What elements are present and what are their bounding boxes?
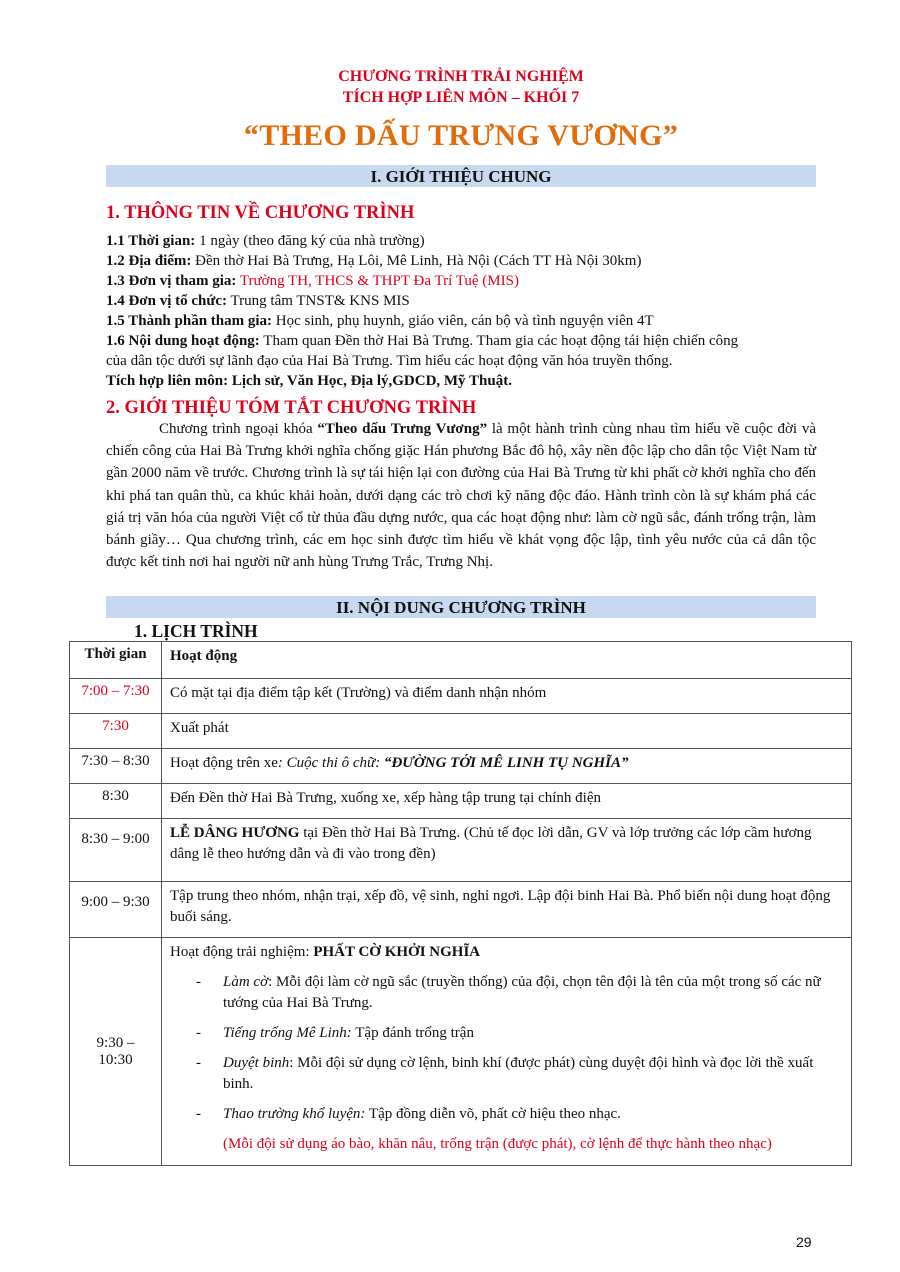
table-row <box>70 749 852 784</box>
info-value: 1 ngày (theo đăng ký của nhà trường) <box>195 233 425 249</box>
table-header-row <box>70 642 852 679</box>
dash-icon: - <box>196 1025 201 1041</box>
bullet-item <box>170 1053 843 1095</box>
bullet-title: Thao trường khổ luyện: <box>223 1106 366 1122</box>
section-band-intro: I. GIỚI THIỆU CHUNG <box>106 165 816 187</box>
bullet-text: : Mỗi đội sử dụng cờ lệnh, binh khí (được phát) cùng duyệt đội hình và đọc lời thề xuất binh. <box>223 1055 814 1092</box>
dash-icon: - <box>196 974 201 990</box>
info-value: Học sinh, phụ huynh, giáo viên, cán bộ và tình nguyện viên 4T <box>272 313 654 329</box>
row-time <box>70 938 162 1166</box>
row-activity: Có mặt tại địa điểm tập kết (Trường) và điểm danh nhận nhóm <box>162 679 852 714</box>
program-info-list <box>106 231 816 391</box>
time-start: 9:30 – <box>96 1034 135 1051</box>
section-heading-summary: 2. GIỚI THIỆU TÓM TẮT CHƯƠNG TRÌNH <box>106 398 477 418</box>
row-time: 8:30 <box>70 784 162 819</box>
summary-paragraph <box>106 418 816 573</box>
row-time: 9:00 – 9:30 <box>70 882 162 938</box>
header-time: Thời gian <box>70 642 162 679</box>
info-value: Trường TH, THCS & THPT Đa Trí Tuệ (MIS) <box>236 273 519 289</box>
dash-icon: - <box>196 1106 201 1122</box>
activity-bold: LỄ DÂNG HƯƠNG <box>170 825 300 841</box>
info-label: 1.5 Thành phần tham gia: <box>106 313 273 329</box>
bullet-item <box>170 972 843 1014</box>
time-end: 10:30 <box>98 1051 133 1068</box>
section-band-content: II. NỘI DUNG CHƯƠNG TRÌNH <box>106 596 816 618</box>
info-value: Đền thờ Hai Bà Trưng, Hạ Lôi, Mê Linh, Hà Nội (Cách TT Hà Nội 30km) <box>191 253 642 269</box>
table-row <box>70 679 852 714</box>
info-item-content <box>106 331 816 351</box>
info-value: Trung tâm TNST& KNS MIS <box>227 293 410 309</box>
info-value: Tham quan Đền thờ Hai Bà Trưng. Tham gia các hoạt động tái hiện chiến công <box>259 333 739 349</box>
activity-bullets <box>170 972 843 1125</box>
summary-text: là một hành trình cùng nhau tìm hiểu về cuộc đời và chiến công của Hai Bà Trưng khởi nghĩa chống giặc Hán phương Bắc đô hộ, xây nền độc lập cho dân tộc Việt Nam từ gần 2000 năm về trước. Chương trình là sự tái hiện lại con đường của Hai Bà Trưng từ khi phất cờ khởi nghĩa cho đến khi phá tan quân thù, ca khúc khải hoàn, dưới dạng các trò chơi kỹ năng độc đáo. Hành trình còn là sự khám phá các giá trị văn hóa của người Việt cổ từ thủa đầu dựng nước, qua các hoạt động như: làm cờ ngũ sắc, đánh trống trận, làm bánh giầy… Qua chương trình, các em học sinh được tìm hiểu về khát vọng độc lập, tình yêu nước của cả dân tộc được kết tinh nơi hai người nữ anh hùng Trưng Trắc, Trưng Nhị. <box>106 421 816 571</box>
activity-text: Hoạt động trải nghiệm: <box>170 944 314 960</box>
bullet-title: Duyệt binh <box>223 1055 290 1071</box>
bullet-text: Tập đồng diễn võ, phất cờ hiệu theo nhạc. <box>365 1106 621 1122</box>
summary-program-name: “Theo dấu Trưng Vương” <box>317 421 488 437</box>
bullet-title: Làm cờ <box>223 974 269 990</box>
header-line-2: TÍCH HỢP LIÊN MÔN – KHỐI 7 <box>342 89 580 106</box>
info-label: 1.4 Đơn vị tổ chức: <box>106 293 228 309</box>
activity-intro <box>170 942 843 963</box>
bullet-text: : Mỗi đội làm cờ ngũ sắc (truyền thống) của đội, chọn tên đội là tên của một trong số các nữ tướng của Hai Bà Trưng. <box>223 974 821 1011</box>
table-row <box>70 938 852 1166</box>
row-time: 8:30 – 9:00 <box>70 819 162 882</box>
summary-text: Chương trình ngoại khóa <box>159 421 318 437</box>
table-row <box>70 784 852 819</box>
table-row <box>70 714 852 749</box>
info-item-content-cont: của dân tộc dưới sự lãnh đạo của Hai Bà Trưng. Tìm hiểu các hoạt động văn hóa truyền thống. <box>106 353 673 369</box>
info-item-location <box>106 251 816 271</box>
bullet-item <box>170 1023 843 1044</box>
bullet-item <box>170 1104 843 1125</box>
row-activity: Đến Đền thờ Hai Bà Trưng, xuống xe, xếp hàng tập trung tại chính điện <box>162 784 852 819</box>
info-item-organizer <box>106 291 816 311</box>
activity-note: (Mỗi đội sử dụng áo bào, khăn nâu, trống trận (được phát), cờ lệnh để thực hành theo nhạc) <box>223 1136 772 1152</box>
table-row <box>70 819 852 882</box>
section-heading-info: 1. THÔNG TIN VỀ CHƯƠNG TRÌNH <box>106 203 415 223</box>
table-row <box>70 882 852 938</box>
activity-text: tại Đền thờ Hai Bà Trưng. (Chủ tế đọc lời dẫn, GV và lớp trưởng các lớp cầm hương dâng lễ theo hướng dẫn và đi vào trong đền) <box>170 825 812 862</box>
activity-italic: : Cuộc thi ô chữ: <box>277 755 384 771</box>
info-label: 1.1 Thời gian: <box>106 233 196 249</box>
schedule-table <box>69 641 852 1166</box>
activity-bold: PHẤT CỜ KHỞI NGHĨA <box>313 944 481 960</box>
row-activity: Xuất phát <box>162 714 852 749</box>
row-activity <box>162 749 852 784</box>
dash-icon: - <box>196 1055 201 1071</box>
info-label: 1.3 Đơn vị tham gia: <box>106 273 237 289</box>
header-activity: Hoạt động <box>162 642 852 679</box>
bullet-title: Tiếng trống Mê Linh: <box>223 1025 352 1041</box>
info-label: 1.2 Địa điểm: <box>106 253 192 269</box>
header-line-1: CHƯƠNG TRÌNH TRẢI NGHIỆM <box>338 68 584 85</box>
info-item-participant-unit <box>106 271 816 291</box>
program-title: “THEO DẤU TRƯNG VƯƠNG” <box>243 119 679 152</box>
integration-line: Tích hợp liên môn: Lịch sử, Văn Học, Địa lý,GDCD, Mỹ Thuật. <box>106 373 512 389</box>
row-activity: Tập trung theo nhóm, nhận trại, xếp đồ, vệ sinh, nghỉ ngơi. Lập đội binh Hai Bà. Phổ biến nội dung hoạt động buổi sáng. <box>162 882 852 938</box>
page-number: 29 <box>796 1234 812 1250</box>
info-item-time <box>106 231 816 251</box>
schedule-heading: 1. LỊCH TRÌNH <box>134 621 258 641</box>
row-activity <box>162 819 852 882</box>
quiz-title: “ĐƯỜNG TỚI MÊ LINH TỤ NGHĨA” <box>383 755 629 771</box>
info-label: 1.6 Nội dung hoạt động: <box>106 333 260 349</box>
info-item-participants <box>106 311 816 331</box>
activity-text: Hoạt động trên xe <box>170 755 278 771</box>
row-time: 7:30 <box>70 714 162 749</box>
row-time: 7:30 – 8:30 <box>70 749 162 784</box>
row-activity <box>162 938 852 1166</box>
row-time: 7:00 – 7:30 <box>70 679 162 714</box>
bullet-text: Tập đánh trống trận <box>351 1025 474 1041</box>
program-header <box>106 66 816 108</box>
